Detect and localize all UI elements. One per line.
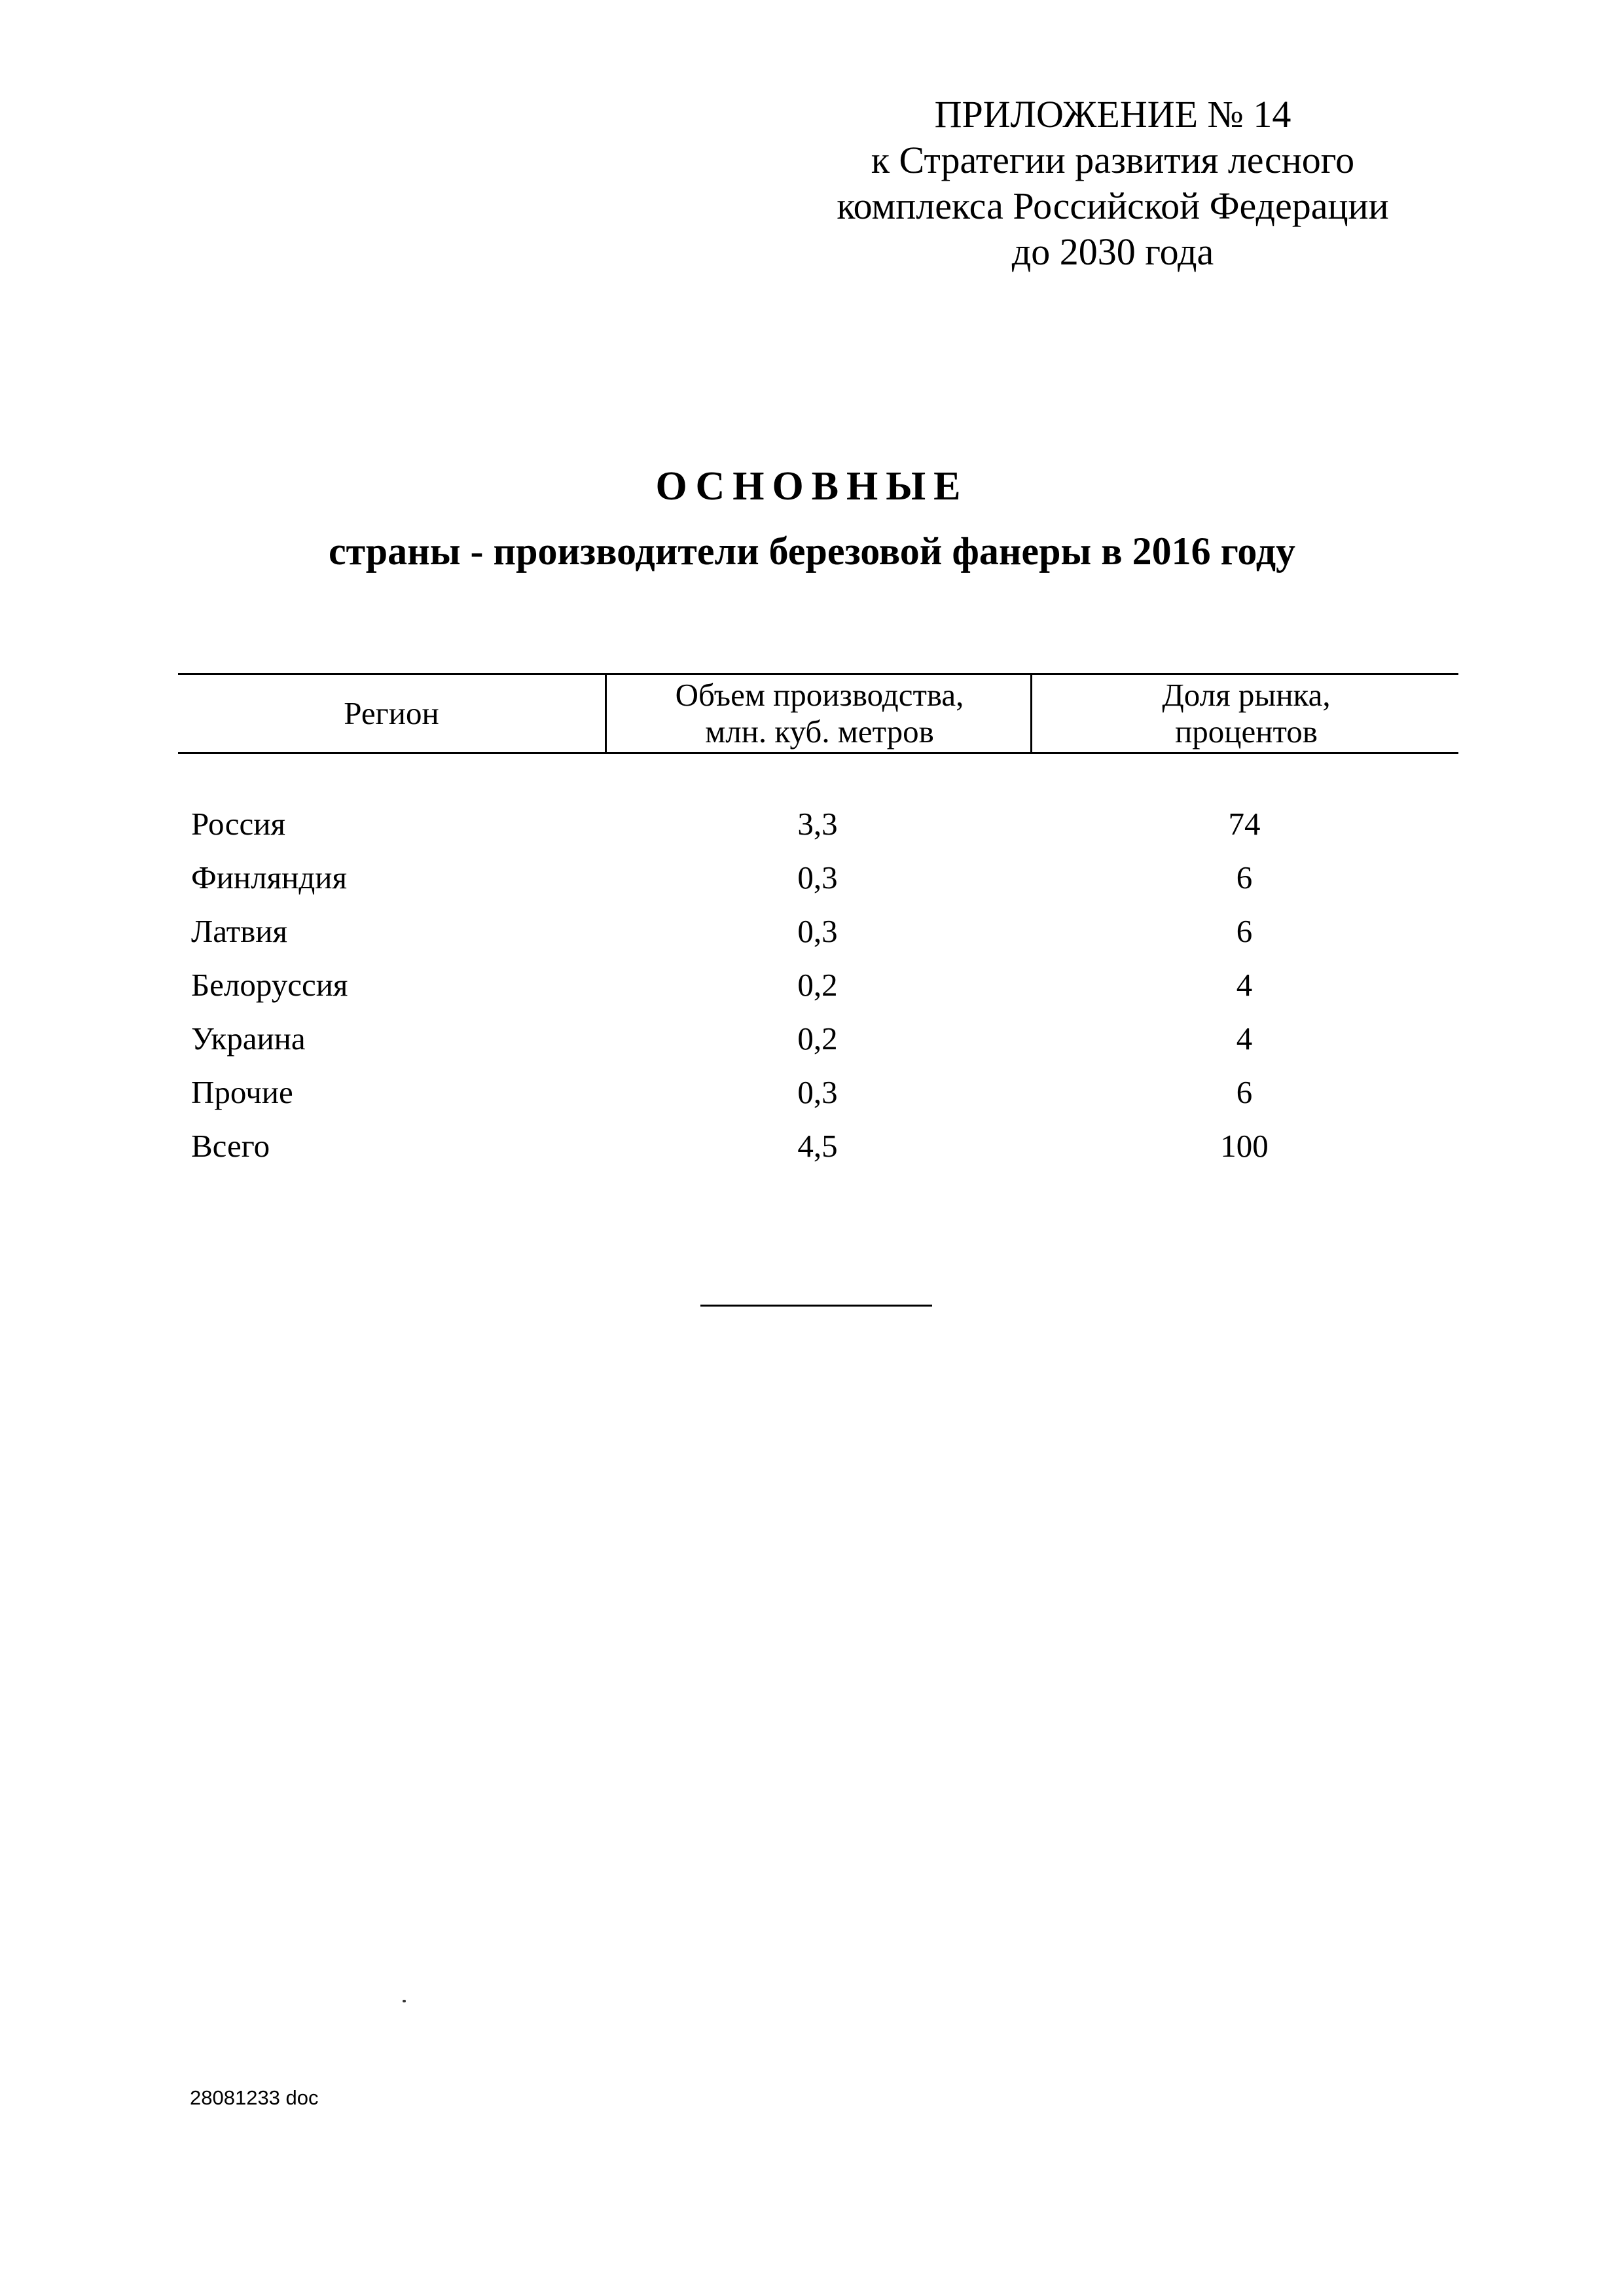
table-row-total bbox=[178, 1119, 1458, 1173]
attachment-number: ПРИЛОЖЕНИЕ № 14 bbox=[934, 93, 1291, 136]
production-table bbox=[178, 673, 1458, 1164]
cell-volume: 0,3 bbox=[797, 1074, 838, 1110]
cell-share: 4 bbox=[1236, 967, 1253, 1003]
header-volume bbox=[605, 675, 1032, 752]
header-volume-label: Объем производства, bbox=[675, 677, 964, 713]
cell-share: 100 bbox=[1220, 1128, 1269, 1164]
table-row bbox=[178, 797, 1458, 851]
attachment-ref-line-3: до 2030 года bbox=[1011, 230, 1214, 273]
document-id: 28081233 doc bbox=[190, 2086, 319, 2109]
attachment-ref-line-2: комплекса Российской Федерации bbox=[837, 185, 1389, 227]
header-region-label: Регион bbox=[344, 695, 439, 731]
cell-volume: 0,2 bbox=[797, 967, 838, 1003]
cell-share: 74 bbox=[1228, 806, 1261, 842]
table-row bbox=[178, 1012, 1458, 1066]
cell-region: Всего bbox=[191, 1128, 270, 1164]
cell-region: Белоруссия bbox=[191, 967, 348, 1003]
table-body bbox=[178, 797, 1458, 1173]
cell-share: 6 bbox=[1236, 913, 1253, 949]
cell-share: 6 bbox=[1236, 859, 1253, 895]
cell-region: Прочие bbox=[191, 1074, 293, 1110]
cell-volume: 0,3 bbox=[797, 913, 838, 949]
scan-speck bbox=[403, 2000, 406, 2002]
attachment-header bbox=[785, 92, 1440, 275]
cell-volume: 0,3 bbox=[797, 859, 838, 895]
table-row bbox=[178, 1066, 1458, 1119]
attachment-ref-line-1: к Стратегии развития лесного bbox=[871, 139, 1355, 181]
cell-share: 6 bbox=[1236, 1074, 1253, 1110]
cell-volume: 0,2 bbox=[797, 1021, 838, 1057]
table-row bbox=[178, 958, 1458, 1012]
header-share bbox=[1030, 675, 1460, 752]
cell-region: Финляндия bbox=[191, 859, 348, 895]
table-row bbox=[178, 905, 1458, 958]
header-region bbox=[178, 675, 605, 752]
table-header bbox=[178, 673, 1458, 754]
document-title: ОСНОВНЫЕ bbox=[655, 464, 969, 509]
cell-share: 4 bbox=[1236, 1021, 1253, 1057]
cell-region: Россия bbox=[191, 806, 286, 842]
cell-region: Украина bbox=[191, 1021, 306, 1057]
header-share-unit: процентов bbox=[1175, 714, 1318, 750]
cell-volume: 3,3 bbox=[797, 806, 838, 842]
document-subtitle: страны - производители березовой фанеры в 2016 году bbox=[328, 530, 1296, 573]
cell-volume: 4,5 bbox=[797, 1128, 838, 1164]
header-share-label: Доля рынка, bbox=[1162, 677, 1331, 713]
cell-region: Латвия bbox=[191, 913, 288, 949]
end-divider bbox=[700, 1305, 932, 1307]
header-volume-unit: млн. куб. метров bbox=[705, 714, 934, 750]
table-row bbox=[178, 851, 1458, 905]
